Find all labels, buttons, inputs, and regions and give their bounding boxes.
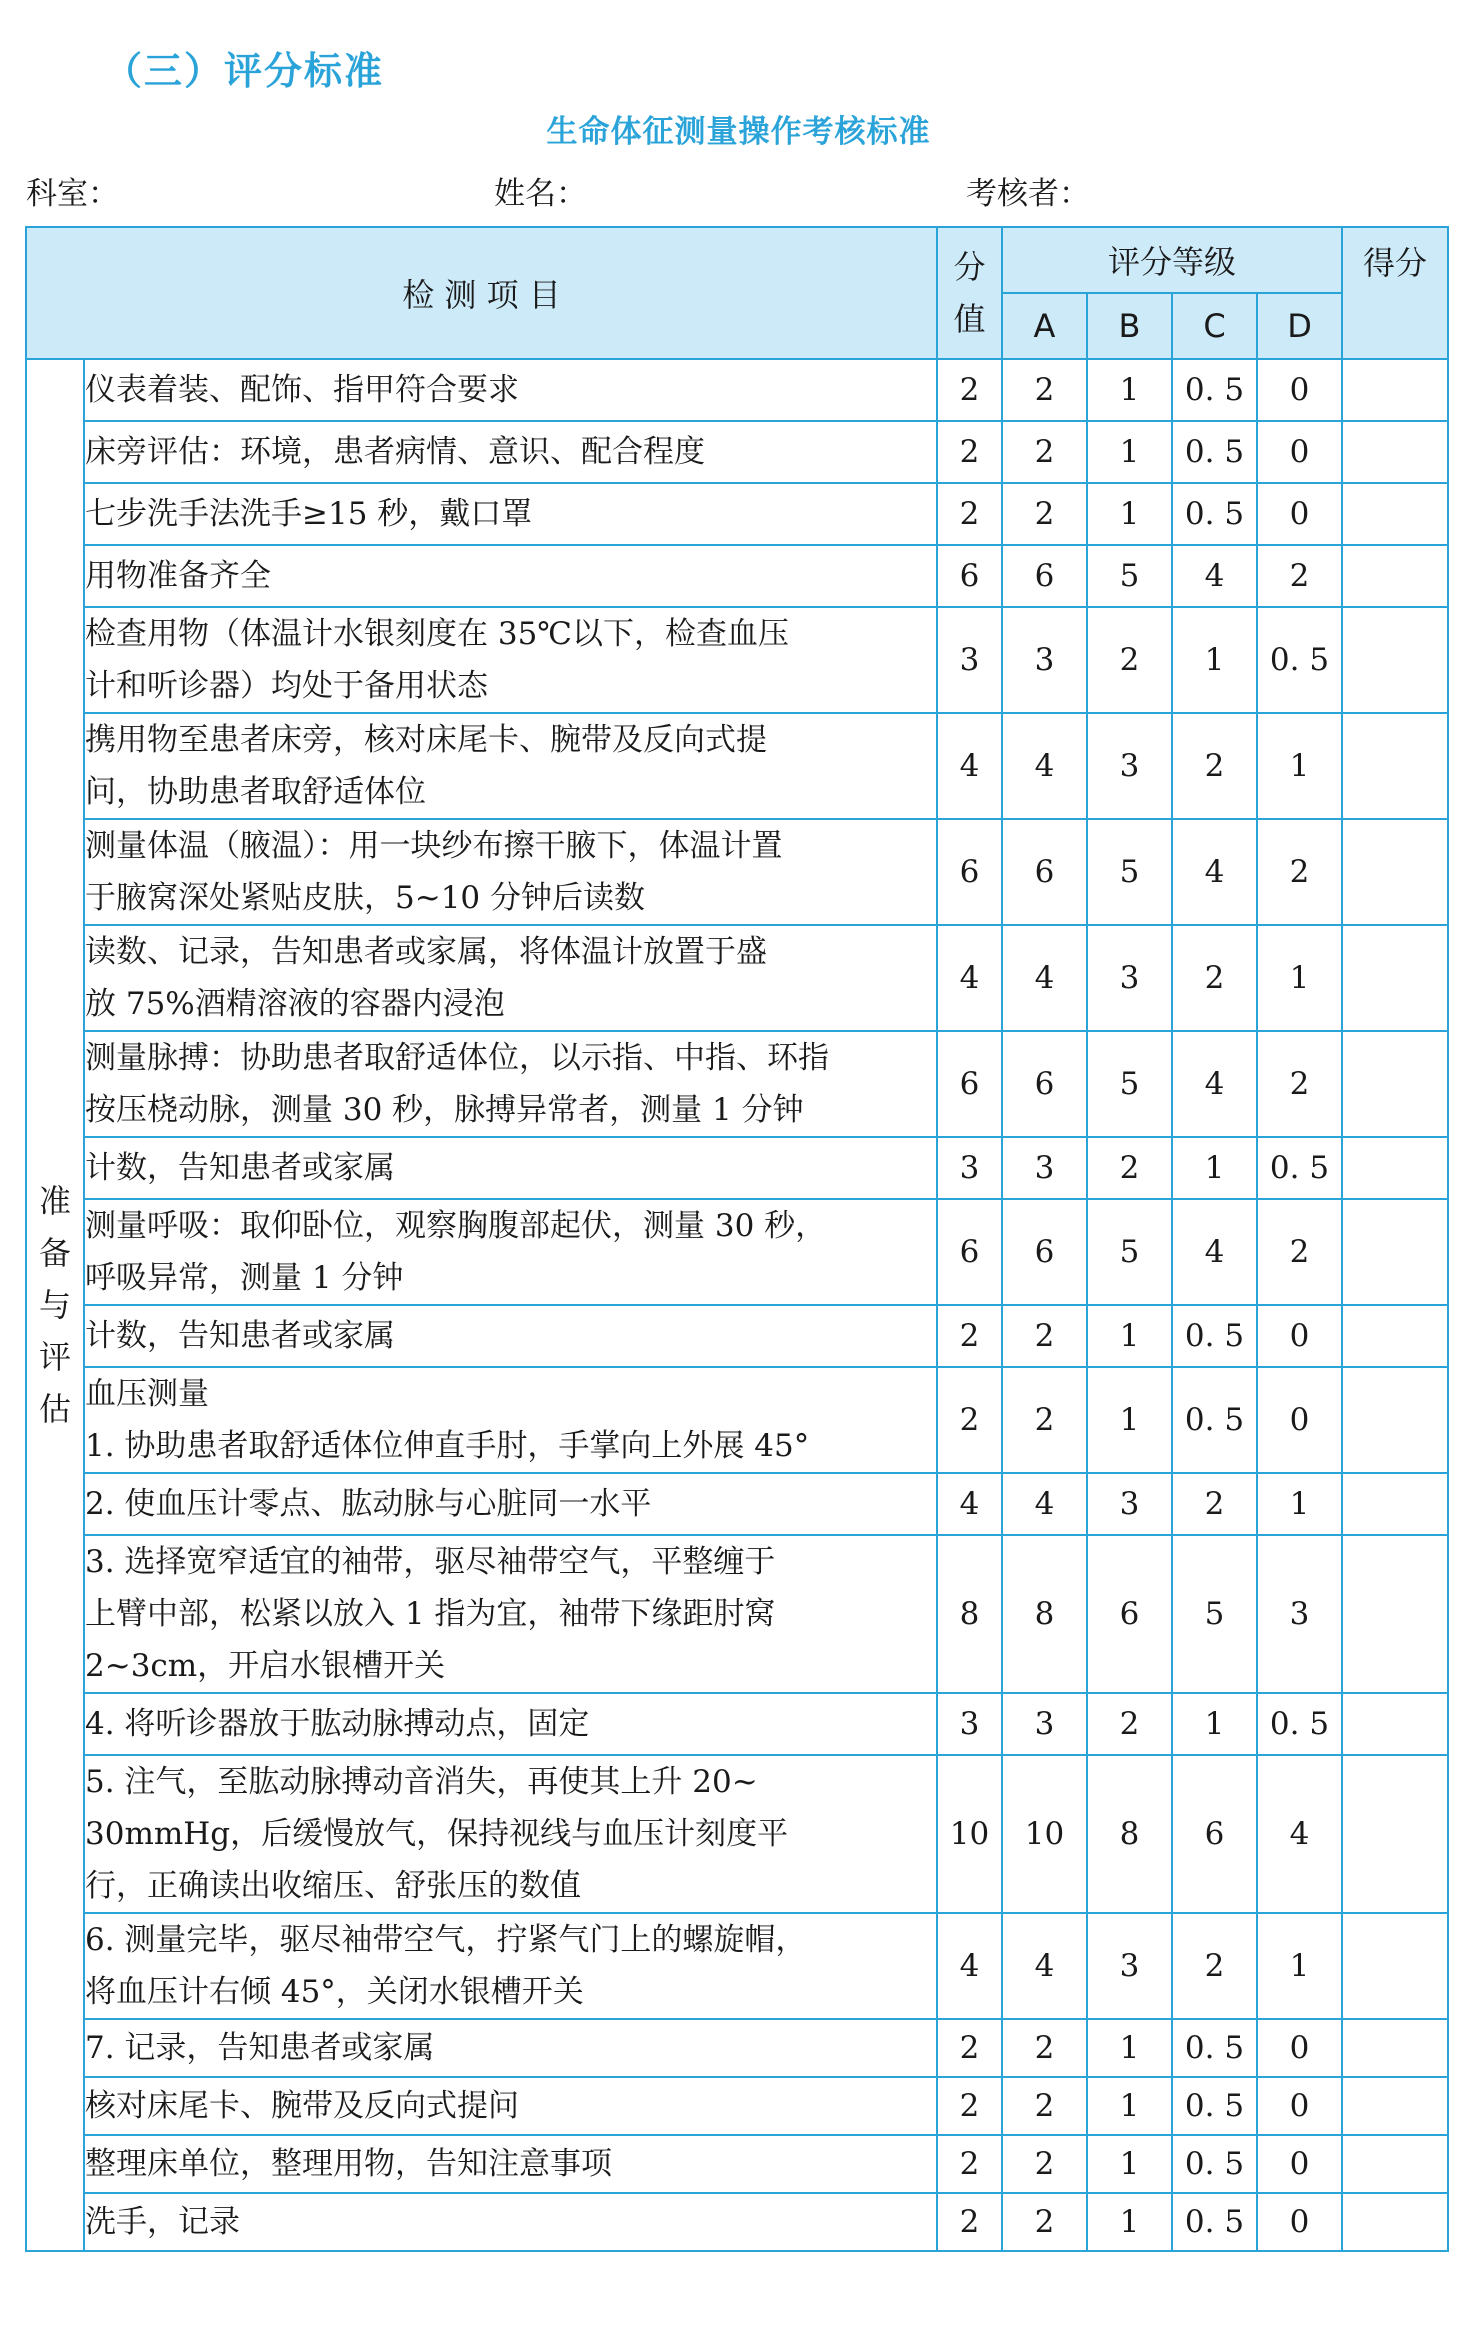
- cell-item: [84, 2193, 937, 2251]
- cell-grade-c: 2: [1172, 1913, 1257, 2019]
- header-grade-a: A: [1002, 293, 1087, 359]
- header-score-value: 分值: [937, 227, 1002, 359]
- cell-grade-b: 5: [1087, 545, 1172, 607]
- cell-item: [84, 1473, 937, 1535]
- cell-score-obtained[interactable]: [1342, 1755, 1448, 1913]
- cell-score-obtained[interactable]: [1342, 1693, 1448, 1755]
- cell-grade-c: 0. 5: [1172, 421, 1257, 483]
- cell-grade-a: 2: [1002, 2077, 1087, 2135]
- item-text-line: 计数，告知患者或家属: [85, 1150, 395, 1186]
- cell-grade-b: 8: [1087, 1755, 1172, 1913]
- cell-grade-c: 5: [1172, 1535, 1257, 1693]
- item-text-line: 床旁评估：环境，患者病情、意识、配合程度: [85, 434, 705, 470]
- cell-score-value: 4: [937, 925, 1002, 1031]
- item-text-line: 用物准备齐全: [85, 558, 271, 594]
- cell-grade-b: 3: [1087, 1473, 1172, 1535]
- cell-grade-b: 3: [1087, 713, 1172, 819]
- table-row: [26, 1137, 1448, 1199]
- cell-grade-a: 2: [1002, 359, 1087, 421]
- cell-score-value: 2: [937, 2135, 1002, 2193]
- table-row: [26, 925, 1448, 1031]
- cell-grade-b: 3: [1087, 1913, 1172, 2019]
- item-text-line: 按压桡动脉，测量 30 秒，脉搏异常者，测量 1 分钟: [85, 1092, 804, 1128]
- cell-grade-b: 1: [1087, 1367, 1172, 1473]
- table-row: [26, 1031, 1448, 1137]
- item-text-line: 计和听诊器）均处于备用状态: [85, 668, 488, 704]
- cell-grade-b: 1: [1087, 2077, 1172, 2135]
- header-grade-group: 评分等级: [1002, 227, 1342, 293]
- cell-score-obtained[interactable]: [1342, 2019, 1448, 2077]
- cell-score-obtained[interactable]: [1342, 1913, 1448, 2019]
- cell-grade-d: 0: [1257, 359, 1342, 421]
- cell-score-value: 2: [937, 421, 1002, 483]
- header-grade-c: C: [1172, 293, 1257, 359]
- section-heading: （三）评分标准: [104, 49, 385, 93]
- table-row: [26, 1693, 1448, 1755]
- cell-score-value: 4: [937, 713, 1002, 819]
- item-text-line: 七步洗手法洗手≥15 秒，戴口罩: [85, 496, 533, 532]
- cell-item: [84, 1755, 937, 1913]
- cell-grade-c: 2: [1172, 713, 1257, 819]
- table-row: [26, 545, 1448, 607]
- cell-grade-a: 4: [1002, 1473, 1087, 1535]
- cell-score-value: 3: [937, 607, 1002, 713]
- table-body: [26, 359, 1448, 2251]
- item-text-line: 检查用物（体温计水银刻度在 35℃以下，检查血压: [85, 616, 789, 652]
- examiner-label: 考核者：: [966, 176, 1090, 212]
- item-text-line: 1. 协助患者取舒适体位伸直手肘，手掌向上外展 45°: [85, 1428, 810, 1464]
- table-row: [26, 1473, 1448, 1535]
- cell-grade-c: 0. 5: [1172, 2077, 1257, 2135]
- cell-grade-d: 2: [1257, 1031, 1342, 1137]
- cell-grade-b: 1: [1087, 2193, 1172, 2251]
- table-row: [26, 2193, 1448, 2251]
- cell-score-obtained[interactable]: [1342, 2135, 1448, 2193]
- header-grade-d: D: [1257, 293, 1342, 359]
- cell-grade-a: 6: [1002, 1031, 1087, 1137]
- cell-grade-b: 1: [1087, 421, 1172, 483]
- table-row: [26, 1913, 1448, 2019]
- table-row: [26, 1305, 1448, 1367]
- table-row: [26, 1755, 1448, 1913]
- item-text-line: 测量体温（腋温）：用一块纱布擦干腋下，体温计置: [85, 828, 783, 864]
- cell-grade-d: 1: [1257, 1913, 1342, 2019]
- cell-score-obtained[interactable]: [1342, 1367, 1448, 1473]
- cell-grade-a: 4: [1002, 1913, 1087, 2019]
- cell-grade-b: 1: [1087, 483, 1172, 545]
- cell-grade-a: 8: [1002, 1535, 1087, 1693]
- cell-grade-a: 4: [1002, 925, 1087, 1031]
- table-row: [26, 1535, 1448, 1693]
- cell-grade-d: 2: [1257, 819, 1342, 925]
- cell-score-value: 2: [937, 1367, 1002, 1473]
- cell-score-value: 3: [937, 1693, 1002, 1755]
- item-text-line: 7. 记录，告知患者或家属: [85, 2030, 435, 2066]
- cell-score-value: 2: [937, 483, 1002, 545]
- cell-grade-c: 0. 5: [1172, 1367, 1257, 1473]
- cell-grade-a: 6: [1002, 545, 1087, 607]
- cell-grade-a: 2: [1002, 2019, 1087, 2077]
- cell-item: [84, 1031, 937, 1137]
- cell-grade-b: 3: [1087, 925, 1172, 1031]
- header-grade-b: B: [1087, 293, 1172, 359]
- cell-grade-a: 3: [1002, 607, 1087, 713]
- item-text-line: 洗手，记录: [85, 2204, 240, 2240]
- cell-score-obtained[interactable]: [1342, 713, 1448, 819]
- cell-grade-c: 2: [1172, 1473, 1257, 1535]
- name-label: 姓名：: [494, 176, 587, 212]
- cell-item: [84, 545, 937, 607]
- cell-grade-d: 0: [1257, 2135, 1342, 2193]
- item-text-line: 读数、记录，告知患者或家属，将体温计放置于盛: [85, 934, 767, 970]
- cell-grade-c: 0. 5: [1172, 2135, 1257, 2193]
- cell-grade-c: 4: [1172, 545, 1257, 607]
- cell-grade-c: 4: [1172, 1199, 1257, 1305]
- item-text-line: 仪表着装、配饰、指甲符合要求: [85, 372, 519, 408]
- cell-score-value: 10: [937, 1755, 1002, 1913]
- cell-grade-d: 0: [1257, 1367, 1342, 1473]
- cell-score-obtained[interactable]: [1342, 1305, 1448, 1367]
- cell-score-value: 2: [937, 2019, 1002, 2077]
- cell-score-obtained[interactable]: [1342, 1535, 1448, 1693]
- item-text-line: 呼吸异常，测量 1 分钟: [85, 1260, 404, 1296]
- item-text-line: 4. 将听诊器放于肱动脉搏动点，固定: [85, 1706, 590, 1742]
- item-text-line: 测量呼吸：取仰卧位，观察胸腹部起伏，测量 30 秒，: [85, 1208, 827, 1244]
- cell-grade-a: 4: [1002, 713, 1087, 819]
- cell-grade-c: 6: [1172, 1755, 1257, 1913]
- cell-grade-c: 2: [1172, 925, 1257, 1031]
- header-score-obtained: 得分: [1342, 227, 1448, 359]
- table-row: [26, 1199, 1448, 1305]
- table-row: [26, 819, 1448, 925]
- cell-grade-d: 0: [1257, 2193, 1342, 2251]
- scoring-table: [25, 226, 1449, 2252]
- cell-item: [84, 1913, 937, 2019]
- item-text-line: 于腋窝深处紧贴皮肤，5~10 分钟后读数: [85, 880, 645, 916]
- cell-score-value: 6: [937, 545, 1002, 607]
- cell-grade-d: 1: [1257, 925, 1342, 1031]
- cell-grade-c: 1: [1172, 607, 1257, 713]
- table-row: [26, 607, 1448, 713]
- cell-grade-a: 2: [1002, 1305, 1087, 1367]
- cell-grade-d: 0: [1257, 2077, 1342, 2135]
- cell-grade-c: 0. 5: [1172, 1305, 1257, 1367]
- item-text-line: 整理床单位，整理用物，告知注意事项: [85, 2146, 612, 2182]
- item-text-line: 2~3cm，开启水银槽开关: [85, 1648, 446, 1684]
- cell-grade-b: 1: [1087, 2135, 1172, 2193]
- cell-grade-b: 2: [1087, 1137, 1172, 1199]
- cell-score-obtained[interactable]: [1342, 925, 1448, 1031]
- cell-grade-d: 1: [1257, 713, 1342, 819]
- table-row: [26, 421, 1448, 483]
- cell-grade-a: 3: [1002, 1693, 1087, 1755]
- cell-grade-b: 2: [1087, 1693, 1172, 1755]
- cell-item: [84, 1137, 937, 1199]
- cell-grade-b: 6: [1087, 1535, 1172, 1693]
- cell-score-value: 2: [937, 2193, 1002, 2251]
- table-row: [26, 2135, 1448, 2193]
- cell-item: [84, 2077, 937, 2135]
- cell-score-value: 2: [937, 359, 1002, 421]
- cell-grade-b: 1: [1087, 1305, 1172, 1367]
- cell-grade-a: 6: [1002, 819, 1087, 925]
- cell-item: [84, 607, 937, 713]
- cell-grade-a: 3: [1002, 1137, 1087, 1199]
- cell-score-obtained[interactable]: [1342, 1473, 1448, 1535]
- cell-grade-c: 1: [1172, 1693, 1257, 1755]
- cell-item: [84, 421, 937, 483]
- cell-grade-a: 6: [1002, 1199, 1087, 1305]
- cell-item: [84, 1305, 937, 1367]
- table-row: [26, 713, 1448, 819]
- cell-item: [84, 359, 937, 421]
- cell-score-value: 4: [937, 1473, 1002, 1535]
- item-text-line: 行，正确读出收缩压、舒张压的数值: [85, 1868, 581, 1904]
- cell-item: [84, 1367, 937, 1473]
- cell-grade-a: 2: [1002, 2135, 1087, 2193]
- cell-score-value: 6: [937, 819, 1002, 925]
- header-item: 检 测 项 目: [26, 227, 937, 359]
- cell-grade-d: 0: [1257, 2019, 1342, 2077]
- cell-grade-a: 2: [1002, 1367, 1087, 1473]
- cell-score-value: 2: [937, 2077, 1002, 2135]
- cell-grade-b: 2: [1087, 607, 1172, 713]
- item-text-line: 放 75%酒精溶液的容器内浸泡: [85, 986, 505, 1022]
- table-header: [26, 227, 1448, 359]
- item-text-line: 30mmHg，后缓慢放气，保持视线与血压计刻度平: [85, 1816, 789, 1852]
- item-text-line: 5. 注气，至肱动脉搏动音消失，再使其上升 20~: [85, 1764, 758, 1800]
- cell-grade-c: 0. 5: [1172, 483, 1257, 545]
- cell-grade-b: 1: [1087, 359, 1172, 421]
- cell-grade-d: 2: [1257, 545, 1342, 607]
- cell-grade-d: 0. 5: [1257, 1137, 1342, 1199]
- cell-score-value: 3: [937, 1137, 1002, 1199]
- document-title: 生命体征测量操作考核标准: [546, 114, 931, 150]
- cell-grade-d: 0: [1257, 1305, 1342, 1367]
- cell-item: [84, 713, 937, 819]
- category-label: 准备与评估: [39, 1182, 72, 1428]
- cell-score-obtained[interactable]: [1342, 421, 1448, 483]
- cell-grade-c: 0. 5: [1172, 2019, 1257, 2077]
- cell-grade-d: 2: [1257, 1199, 1342, 1305]
- cell-score-obtained[interactable]: [1342, 483, 1448, 545]
- item-text-line: 携用物至患者床旁，核对床尾卡、腕带及反向式提: [85, 722, 767, 758]
- table-row: [26, 359, 1448, 421]
- cell-item: [84, 483, 937, 545]
- cell-grade-c: 0. 5: [1172, 359, 1257, 421]
- cell-score-obtained[interactable]: [1342, 1137, 1448, 1199]
- cell-score-obtained[interactable]: [1342, 2193, 1448, 2251]
- cell-grade-a: 10: [1002, 1755, 1087, 1913]
- item-text-line: 6. 测量完毕，驱尽袖带空气，拧紧气门上的螺旋帽，: [85, 1922, 807, 1958]
- cell-score-obtained[interactable]: [1342, 1031, 1448, 1137]
- item-text-line: 2. 使血压计零点、肱动脉与心脏同一水平: [85, 1486, 652, 1522]
- table-row: [26, 1367, 1448, 1473]
- department-label: 科室：: [26, 176, 119, 212]
- cell-score-obtained[interactable]: [1342, 607, 1448, 713]
- cell-grade-c: 4: [1172, 1031, 1257, 1137]
- cell-grade-d: 0. 5: [1257, 607, 1342, 713]
- cell-grade-d: 0: [1257, 483, 1342, 545]
- cell-grade-a: 2: [1002, 483, 1087, 545]
- item-text-line: 3. 选择宽窄适宜的袖带，驱尽袖带空气，平整缠于: [85, 1544, 776, 1580]
- item-text-line: 核对床尾卡、腕带及反向式提问: [85, 2088, 519, 2124]
- cell-score-obtained[interactable]: [1342, 819, 1448, 925]
- cell-score-value: 8: [937, 1535, 1002, 1693]
- cell-item: [84, 925, 937, 1031]
- cell-grade-b: 5: [1087, 1199, 1172, 1305]
- item-text-line: 计数，告知患者或家属: [85, 1318, 395, 1354]
- cell-item: [84, 819, 937, 925]
- cell-grade-b: 5: [1087, 819, 1172, 925]
- cell-item: [84, 2135, 937, 2193]
- cell-grade-d: 0. 5: [1257, 1693, 1342, 1755]
- cell-score-value: 6: [937, 1031, 1002, 1137]
- cell-grade-c: 4: [1172, 819, 1257, 925]
- cell-grade-c: 1: [1172, 1137, 1257, 1199]
- cell-grade-a: 2: [1002, 2193, 1087, 2251]
- cell-score-obtained[interactable]: [1342, 2077, 1448, 2135]
- item-text-line: 上臂中部，松紧以放入 1 指为宜，袖带下缘距肘窝: [85, 1596, 776, 1632]
- cell-score-obtained[interactable]: [1342, 359, 1448, 421]
- cell-score-value: 2: [937, 1305, 1002, 1367]
- cell-grade-d: 4: [1257, 1755, 1342, 1913]
- cell-grade-d: 3: [1257, 1535, 1342, 1693]
- table-row: [26, 2077, 1448, 2135]
- cell-item: [84, 1199, 937, 1305]
- cell-score-obtained[interactable]: [1342, 545, 1448, 607]
- cell-grade-b: 5: [1087, 1031, 1172, 1137]
- item-text-line: 测量脉搏：协助患者取舒适体位，以示指、中指、环指: [85, 1040, 829, 1076]
- cell-grade-a: 2: [1002, 421, 1087, 483]
- table-row: [26, 483, 1448, 545]
- cell-item: [84, 1535, 937, 1693]
- cell-grade-d: 0: [1257, 421, 1342, 483]
- cell-score-value: 6: [937, 1199, 1002, 1305]
- cell-score-obtained[interactable]: [1342, 1199, 1448, 1305]
- item-text-line: 将血压计右倾 45°，关闭水银槽开关: [85, 1974, 584, 2010]
- cell-item: [84, 1693, 937, 1755]
- table-row: [26, 2019, 1448, 2077]
- cell-grade-d: 1: [1257, 1473, 1342, 1535]
- cell-score-value: 4: [937, 1913, 1002, 2019]
- item-text-line: 血压测量: [85, 1376, 209, 1412]
- cell-grade-c: 0. 5: [1172, 2193, 1257, 2251]
- cell-grade-b: 1: [1087, 2019, 1172, 2077]
- cell-item: [84, 2019, 937, 2077]
- item-text-line: 问，协助患者取舒适体位: [85, 774, 426, 810]
- category-cell: [26, 359, 84, 2251]
